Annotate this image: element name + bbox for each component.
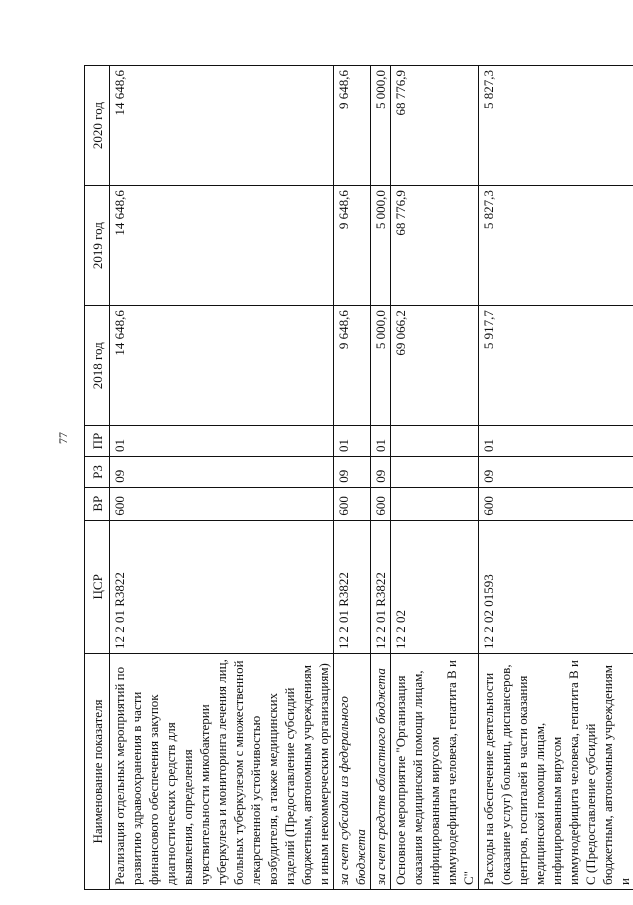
row-name: Основное мероприятие "Организация оказания медицинской помощи лицам, инфицированным вирусом иммунодефицита человека, гепатита В и С" xyxy=(391,654,479,890)
row-2019: 9 648,6 xyxy=(334,186,371,306)
header-rz: РЗ xyxy=(85,457,110,488)
row-2019: 68 776,9 xyxy=(391,186,479,306)
row-vr: 600 xyxy=(479,487,633,520)
table-row xyxy=(371,66,391,890)
header-vr: ВР xyxy=(85,487,110,520)
row-pr xyxy=(391,426,479,457)
table-row xyxy=(110,66,334,890)
row-2020: 68 776,9 xyxy=(391,66,479,186)
header-csr: ЦСР xyxy=(85,520,110,653)
row-vr xyxy=(391,487,479,520)
row-name: за счет субсидии из федерального бюджета xyxy=(334,654,371,890)
table-row xyxy=(479,66,633,890)
row-pr: 01 xyxy=(110,426,334,457)
page-number: 77 xyxy=(56,432,70,444)
row-rz: 09 xyxy=(334,457,371,488)
row-rz: 09 xyxy=(479,457,633,488)
row-pr: 01 xyxy=(479,426,633,457)
row-2018: 5 917,7 xyxy=(479,306,633,426)
row-csr: 12 2 02 xyxy=(391,520,479,653)
row-vr: 600 xyxy=(110,487,334,520)
row-vr: 600 xyxy=(334,487,371,520)
row-2018: 14 648,6 xyxy=(110,306,334,426)
row-2019: 5 000,0 xyxy=(371,186,391,306)
row-2019: 5 827,3 xyxy=(479,186,633,306)
row-2020: 5 827,3 xyxy=(479,66,633,186)
header-2018: 2018 год xyxy=(85,306,110,426)
header-2020: 2020 год xyxy=(85,66,110,186)
header-name: Наименование показателя xyxy=(85,654,110,890)
row-2018: 69 066,2 xyxy=(391,306,479,426)
table-row xyxy=(391,66,479,890)
row-2018: 9 648,6 xyxy=(334,306,371,426)
row-rz: 09 xyxy=(110,457,334,488)
row-csr: 12 2 01 R3822 xyxy=(110,520,334,653)
row-pr: 01 xyxy=(371,426,391,457)
row-rz xyxy=(391,457,479,488)
row-name: за счет средств областного бюджета xyxy=(371,654,391,890)
row-2020: 5 000,0 xyxy=(371,66,391,186)
row-pr: 01 xyxy=(334,426,371,457)
row-2019: 14 648,6 xyxy=(110,186,334,306)
row-name: Реализация отдельных мероприятий по развитию здравоохранения в части финансового обеспечения закупок диагностических средств для выявления, определения чувствительности микобактерии туберкулеза и мониторинга лечения лиц, больных туберкулезом с множественной лекарственной устойчивостью возбудителя, а также медицинских изделий (Предоставление субсидий бюджетным, автономным учреждениям и иным некоммерческим организациям) xyxy=(110,654,334,890)
row-2020: 9 648,6 xyxy=(334,66,371,186)
header-pr: ПР xyxy=(85,426,110,457)
row-csr: 12 2 02 01593 xyxy=(479,520,633,653)
table-header-row xyxy=(85,66,110,890)
row-2020: 14 648,6 xyxy=(110,66,334,186)
budget-table xyxy=(84,65,633,890)
row-vr: 600 xyxy=(371,487,391,520)
row-csr: 12 2 01 R3822 xyxy=(371,520,391,653)
row-rz: 09 xyxy=(371,457,391,488)
table-row xyxy=(334,66,371,890)
header-2019: 2019 год xyxy=(85,186,110,306)
row-2018: 5 000,0 xyxy=(371,306,391,426)
budget-table-container xyxy=(84,65,632,890)
row-name: Расходы на обеспечение деятельности (оказание услуг) больниц, диспансеров, центров, госпиталей в части оказания медицинской помощи лицам, инфицированным вирусом иммунодефицита человека, гепатита В и С (Предоставление субсидий бюджетным, автономным учреждениям и xyxy=(479,654,633,890)
row-csr: 12 2 01 R3822 xyxy=(334,520,371,653)
